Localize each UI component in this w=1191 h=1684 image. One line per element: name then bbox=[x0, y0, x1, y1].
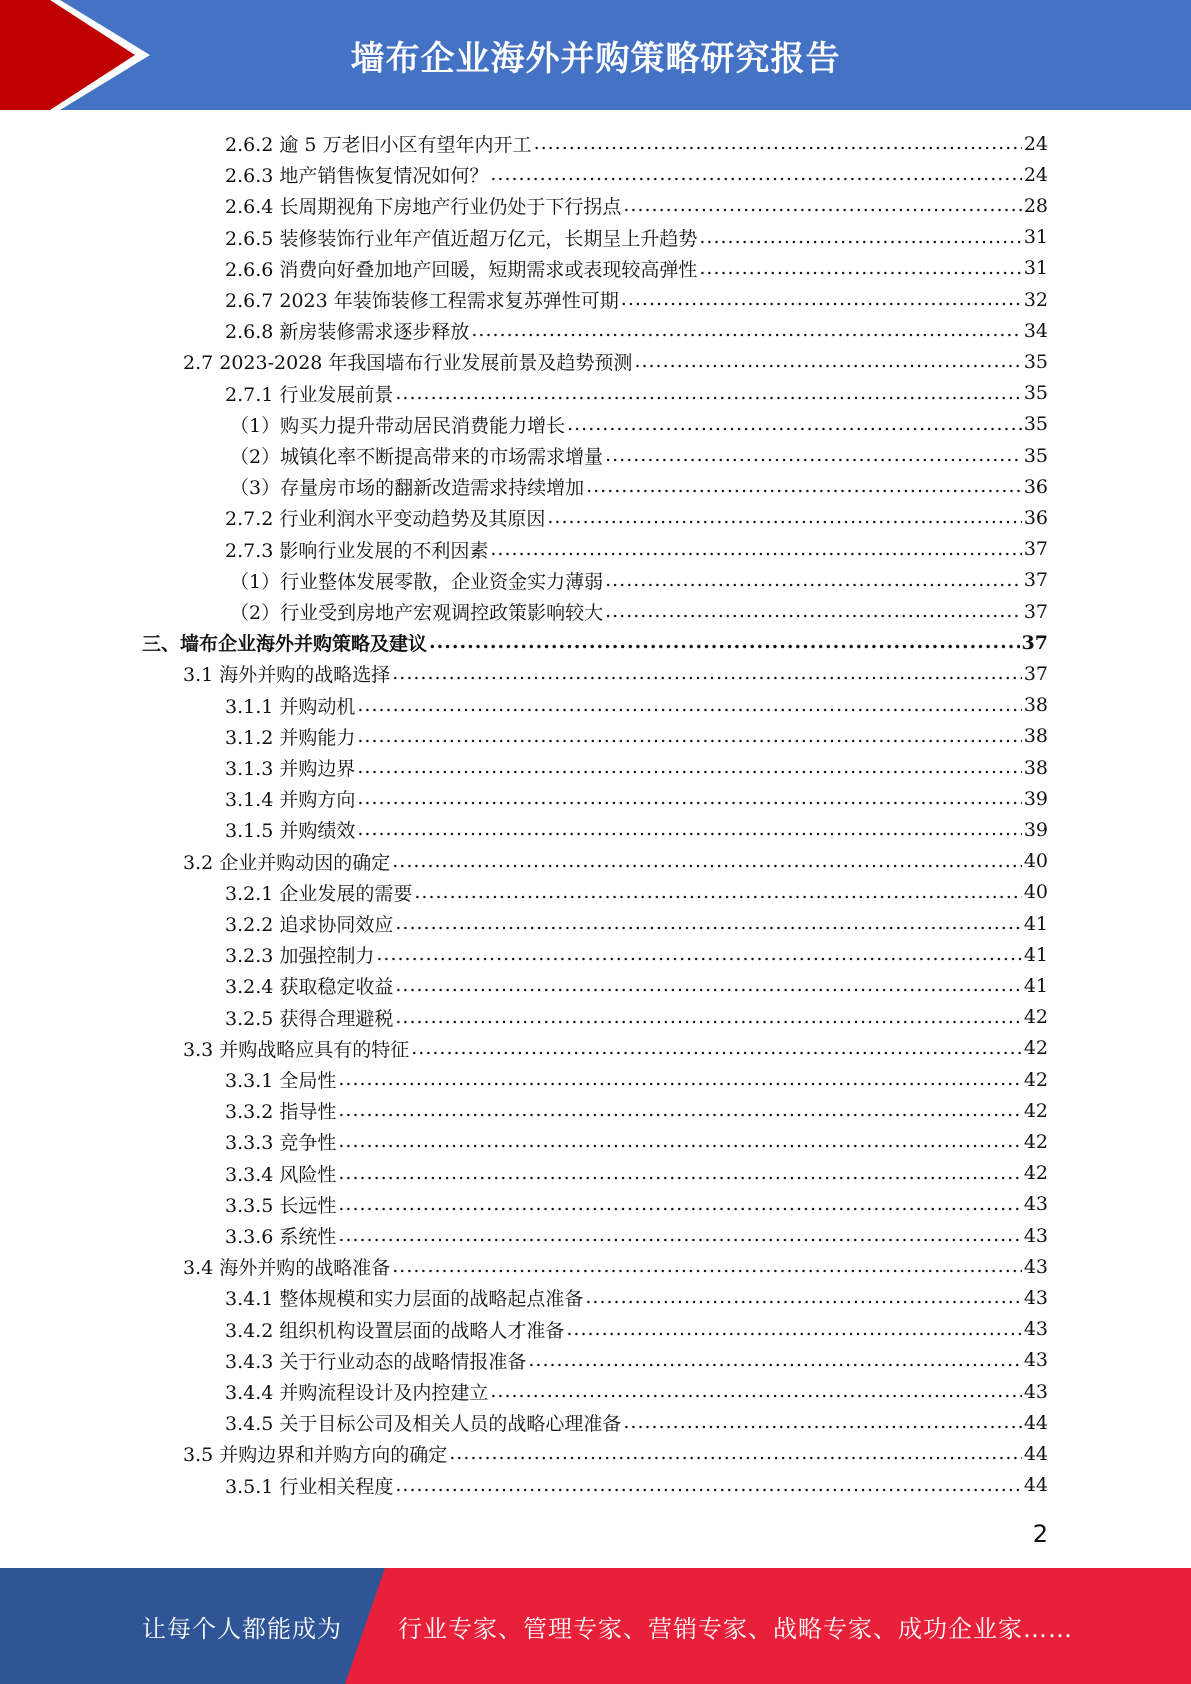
toc-dot-leader bbox=[621, 290, 1022, 309]
toc-entry-label: 3.4 海外并购的战略准备 bbox=[183, 1257, 391, 1280]
footer-slogan-left: 让每个人都能成为 bbox=[142, 1614, 342, 1643]
toc-entry-label: （1）行业整体发展零散，企业资金实力薄弱 bbox=[230, 570, 604, 593]
toc-entry-page: 44 bbox=[1023, 1411, 1048, 1434]
toc-entry[interactable] bbox=[225, 690, 1048, 721]
toc-entry-label: 3.3.4 风险性 bbox=[225, 1163, 337, 1186]
toc-dot-leader bbox=[395, 976, 1021, 995]
report-title: 墙布企业海外并购策略研究报告 bbox=[350, 38, 841, 79]
toc-dot-leader bbox=[699, 259, 1021, 278]
toc-entry[interactable] bbox=[230, 471, 1048, 502]
toc-dot-leader bbox=[357, 820, 1021, 839]
toc-entry-label: （2）城镇化率不断提高带来的市场需求增量 bbox=[230, 446, 604, 468]
toc-dot-leader bbox=[566, 1320, 1021, 1339]
toc-entry-label: 3.4.1 整体规模和实力层面的战略起点准备 bbox=[225, 1288, 584, 1311]
toc-entry-label: 3.4.3 关于行业动态的战略情报准备 bbox=[225, 1350, 527, 1373]
toc-entry-label: 3.1.3 并购边界 bbox=[225, 758, 356, 780]
toc-entry-page: 32 bbox=[1023, 288, 1048, 311]
footer-banner bbox=[0, 1568, 1191, 1684]
toc-entry[interactable] bbox=[225, 1189, 1048, 1220]
toc-entry-label: 3.2.1 企业发展的需要 bbox=[225, 882, 413, 905]
toc-entry-label: 三、墙布企业海外并购策略及建议 bbox=[142, 633, 428, 656]
toc-dot-leader bbox=[623, 196, 1021, 215]
toc-entry-page: 43 bbox=[1023, 1286, 1048, 1309]
toc-entry-label: 3.2.4 获取稳定收益 bbox=[225, 976, 394, 999]
toc-entry-label: 2.6.8 新房装修需求逐步释放 bbox=[225, 321, 470, 344]
toc-dot-leader bbox=[395, 1476, 1021, 1495]
toc-entry-page: 24 bbox=[1023, 163, 1048, 186]
toc-dot-leader bbox=[338, 1132, 1021, 1151]
toc-entry-label: 3.2.2 追求协同效应 bbox=[225, 914, 394, 936]
toc-entry-label: 3.5 并购边界和并购方向的确定 bbox=[183, 1444, 448, 1467]
toc-entry-page: 43 bbox=[1023, 1380, 1048, 1403]
toc-entry[interactable] bbox=[225, 159, 1048, 190]
toc-dot-leader bbox=[429, 633, 1020, 652]
toc-dot-leader bbox=[395, 914, 1021, 933]
toc-entry-page: 43 bbox=[1023, 1193, 1048, 1216]
toc-entry-page: 43 bbox=[1023, 1349, 1048, 1372]
toc-entry-page: 40 bbox=[1023, 881, 1048, 904]
toc-dot-leader bbox=[634, 352, 1021, 371]
toc-entry-label: 2.7.3 影响行业发展的不利因素 bbox=[225, 539, 489, 562]
toc-entry[interactable] bbox=[225, 1345, 1048, 1376]
toc-entry[interactable] bbox=[225, 1220, 1048, 1251]
toc-dot-leader bbox=[338, 1101, 1021, 1120]
toc-dot-leader bbox=[490, 1382, 1021, 1401]
toc-entry-page: 42 bbox=[1023, 1037, 1048, 1060]
toc-entry-label: 3.4.4 并购流程设计及内控建立 bbox=[225, 1382, 489, 1404]
toc-entry-label: 3.1.1 并购动机 bbox=[225, 695, 356, 718]
toc-entry-page: 43 bbox=[1023, 1318, 1048, 1341]
toc-entry-page: 37 bbox=[1021, 631, 1048, 654]
toc-entry-label: 3.3.1 全局性 bbox=[225, 1070, 337, 1092]
toc-entry-label: 2.6.5 装修装饰行业年产值近超万亿元，长期呈上升趋势 bbox=[225, 227, 698, 250]
toc-dot-leader bbox=[567, 415, 1022, 434]
toc-entry[interactable] bbox=[225, 939, 1048, 970]
toc-dot-leader bbox=[395, 1008, 1021, 1027]
toc-dot-leader bbox=[392, 664, 1022, 683]
toc-entry-label: 3.3.2 指导性 bbox=[225, 1101, 337, 1124]
report-header bbox=[0, 0, 1191, 110]
toc-dot-leader bbox=[338, 1164, 1021, 1183]
toc-entry-label: 2.6.2 逾 5 万老旧小区有望年内开工 bbox=[225, 134, 532, 156]
toc-dot-leader bbox=[338, 1195, 1021, 1214]
toc-entry[interactable] bbox=[225, 315, 1048, 346]
toc-entry[interactable] bbox=[183, 658, 1048, 689]
toc-entry-page: 31 bbox=[1023, 226, 1048, 249]
toc-entry-page: 42 bbox=[1023, 1006, 1048, 1029]
toc-dot-leader bbox=[357, 727, 1021, 746]
toc-entry-page: 38 bbox=[1023, 756, 1048, 779]
page-number: 2 bbox=[1032, 1520, 1048, 1548]
toc-entry[interactable] bbox=[230, 409, 1048, 440]
toc-entry-page: 39 bbox=[1023, 818, 1048, 841]
toc-entry-page: 41 bbox=[1023, 943, 1048, 966]
toc-dot-leader bbox=[449, 1444, 1022, 1463]
toc-entry-label: 3.1 海外并购的战略选择 bbox=[183, 664, 391, 687]
toc-entry[interactable] bbox=[183, 1438, 1048, 1469]
toc-entry-label: 3.2.5 获得合理避税 bbox=[225, 1007, 394, 1030]
toc-dot-leader bbox=[392, 1257, 1022, 1276]
toc-dot-leader bbox=[357, 758, 1021, 777]
toc-dot-leader bbox=[490, 540, 1021, 559]
toc-entry[interactable] bbox=[225, 284, 1048, 315]
toc-entry-page: 36 bbox=[1023, 506, 1048, 529]
toc-entry-page: 24 bbox=[1023, 132, 1048, 155]
toc-dot-leader bbox=[414, 883, 1021, 902]
toc-dot-leader bbox=[490, 165, 1021, 184]
toc-entry[interactable] bbox=[183, 1251, 1048, 1282]
toc-dot-leader bbox=[605, 446, 1022, 465]
toc-dot-leader bbox=[411, 1039, 1022, 1058]
toc-entry-page: 28 bbox=[1023, 194, 1048, 217]
toc-entry-page: 35 bbox=[1023, 350, 1048, 373]
toc-entry-page: 35 bbox=[1023, 413, 1048, 436]
toc-dot-leader bbox=[392, 852, 1022, 871]
toc-entry[interactable] bbox=[225, 1158, 1048, 1189]
toc-entry-label: 3.1.4 并购方向 bbox=[225, 789, 356, 812]
toc-entry-label: 3.4.5 关于目标公司及相关人员的战略心理准备 bbox=[225, 1413, 622, 1436]
toc-dot-leader bbox=[338, 1070, 1021, 1089]
toc-entry-page: 31 bbox=[1023, 257, 1048, 280]
toc-entry-label: 3.3.6 系统性 bbox=[225, 1226, 337, 1248]
toc-entry-label: 3.1.5 并购绩效 bbox=[225, 820, 356, 843]
toc-entry[interactable] bbox=[225, 190, 1048, 221]
toc-entry[interactable] bbox=[225, 1314, 1048, 1345]
toc-entry-label: （3）存量房市场的翻新改造需求持续增加 bbox=[230, 477, 585, 500]
toc-entry[interactable] bbox=[225, 253, 1048, 284]
toc-entry-label: 3.1.2 并购能力 bbox=[225, 726, 356, 749]
toc-entry[interactable] bbox=[225, 1376, 1048, 1407]
toc-entry[interactable] bbox=[225, 970, 1048, 1001]
toc-entry[interactable] bbox=[183, 1033, 1048, 1064]
toc-entry-page: 41 bbox=[1023, 974, 1048, 997]
toc-dot-leader bbox=[534, 134, 1022, 153]
toc-entry-page: 43 bbox=[1023, 1224, 1048, 1247]
toc-dot-leader bbox=[623, 1413, 1021, 1432]
toc-entry-label: （1）购买力提升带动居民消费能力增长 bbox=[230, 414, 566, 437]
toc-entry-page: 42 bbox=[1023, 1130, 1048, 1153]
toc-entry-label: 3.4.2 组织机构设置层面的战略人才准备 bbox=[225, 1319, 565, 1342]
toc-entry-page: 40 bbox=[1023, 850, 1048, 873]
toc-entry-page: 43 bbox=[1023, 1255, 1048, 1278]
toc-entry[interactable] bbox=[230, 565, 1048, 596]
toc-entry[interactable] bbox=[225, 1095, 1048, 1126]
toc-entry-page: 35 bbox=[1023, 444, 1048, 467]
toc-entry-label: 2.7.2 行业利润水平变动趋势及其原因 bbox=[225, 508, 546, 531]
toc-dot-leader bbox=[376, 945, 1021, 964]
toc-entry[interactable] bbox=[225, 1126, 1048, 1157]
footer-slogan-right: 行业专家、管理专家、营销专家、战略专家、成功企业家…… bbox=[398, 1614, 1073, 1643]
toc-entry[interactable] bbox=[225, 783, 1048, 814]
toc-entry-label: 3.3 并购战略应具有的特征 bbox=[183, 1038, 410, 1061]
toc-dot-leader bbox=[357, 696, 1021, 715]
toc-entry[interactable] bbox=[183, 346, 1048, 377]
toc-dot-leader bbox=[471, 321, 1021, 340]
toc-entry[interactable] bbox=[225, 1470, 1048, 1501]
toc-dot-leader bbox=[528, 1351, 1021, 1370]
toc-entry-page: 42 bbox=[1023, 1099, 1048, 1122]
toc-entry-label: 2.6.6 消费向好叠加地产回暖，短期需求或表现较高弹性 bbox=[225, 258, 698, 281]
toc-entry-page: 34 bbox=[1023, 319, 1048, 342]
toc-entry-label: 2.7.1 行业发展前景 bbox=[225, 383, 394, 406]
toc-dot-leader bbox=[699, 228, 1021, 247]
toc-entry[interactable] bbox=[225, 1002, 1048, 1033]
toc-entry-label: 3.3.5 长远性 bbox=[225, 1194, 337, 1217]
toc-dot-leader bbox=[605, 602, 1022, 621]
toc-entry[interactable] bbox=[225, 1064, 1048, 1095]
toc-entry-label: 3.5.1 行业相关程度 bbox=[225, 1475, 394, 1498]
toc-entry[interactable] bbox=[225, 721, 1048, 752]
toc-entry-page: 42 bbox=[1023, 1162, 1048, 1185]
toc-dot-leader bbox=[395, 384, 1021, 403]
toc-entry-page: 37 bbox=[1023, 569, 1048, 592]
toc-entry[interactable] bbox=[225, 502, 1048, 533]
toc-entry-label: 2.7 2023-2028 年我国墙布行业发展前景及趋势预测 bbox=[183, 352, 633, 375]
toc-entry[interactable] bbox=[230, 440, 1048, 471]
toc-entry[interactable] bbox=[230, 596, 1048, 627]
toc-entry[interactable] bbox=[225, 814, 1048, 845]
toc-entry[interactable] bbox=[225, 128, 1048, 159]
toc-entry-label: 3.2 企业并购动因的确定 bbox=[183, 851, 391, 874]
toc-entry-label: 2.6.4 长周期视角下房地产行业仍处于下行拐点 bbox=[225, 196, 622, 219]
toc-entry-page: 38 bbox=[1023, 725, 1048, 748]
toc-entry-page: 37 bbox=[1023, 662, 1048, 685]
toc-dot-leader bbox=[547, 508, 1021, 527]
toc-entry[interactable] bbox=[142, 627, 1048, 658]
toc-entry-page: 35 bbox=[1023, 382, 1048, 405]
toc-entry-page: 37 bbox=[1023, 600, 1048, 623]
toc-entry-label: 3.2.3 加强控制力 bbox=[225, 945, 375, 968]
toc-entry-label: （2）行业受到房地产宏观调控政策影响较大 bbox=[230, 602, 604, 624]
toc-entry[interactable] bbox=[225, 877, 1048, 908]
toc-entry[interactable] bbox=[183, 846, 1048, 877]
toc-dot-leader bbox=[585, 1288, 1021, 1307]
toc-dot-leader bbox=[586, 477, 1022, 496]
toc-entry-page: 41 bbox=[1023, 912, 1048, 935]
toc-entry-label: 2.6.3 地产销售恢复情况如何？ bbox=[225, 165, 489, 188]
toc-entry-page: 39 bbox=[1023, 787, 1048, 810]
toc-entry-label: 2.6.7 2023 年装饰装修工程需求复苏弹性可期 bbox=[225, 290, 619, 312]
toc-entry-page: 36 bbox=[1023, 475, 1048, 498]
toc-entry-label: 3.3.3 竞争性 bbox=[225, 1132, 337, 1155]
toc-entry-page: 37 bbox=[1023, 538, 1048, 561]
toc-dot-leader bbox=[605, 571, 1022, 590]
toc-entry[interactable] bbox=[225, 1282, 1048, 1313]
toc-dot-leader bbox=[338, 1226, 1021, 1245]
toc-entry-page: 42 bbox=[1023, 1068, 1048, 1091]
toc-entry[interactable] bbox=[225, 1407, 1048, 1438]
chevron-arrow-icon bbox=[0, 0, 160, 110]
toc-entry[interactable] bbox=[225, 752, 1048, 783]
toc-entry-page: 44 bbox=[1023, 1442, 1048, 1465]
toc-entry[interactable] bbox=[225, 908, 1048, 939]
toc-entry[interactable] bbox=[225, 378, 1048, 409]
toc-entry[interactable] bbox=[225, 222, 1048, 253]
toc-dot-leader bbox=[357, 789, 1021, 808]
toc-entry-page: 38 bbox=[1023, 694, 1048, 717]
toc-entry[interactable] bbox=[225, 534, 1048, 565]
toc-entry-page: 44 bbox=[1023, 1474, 1048, 1497]
